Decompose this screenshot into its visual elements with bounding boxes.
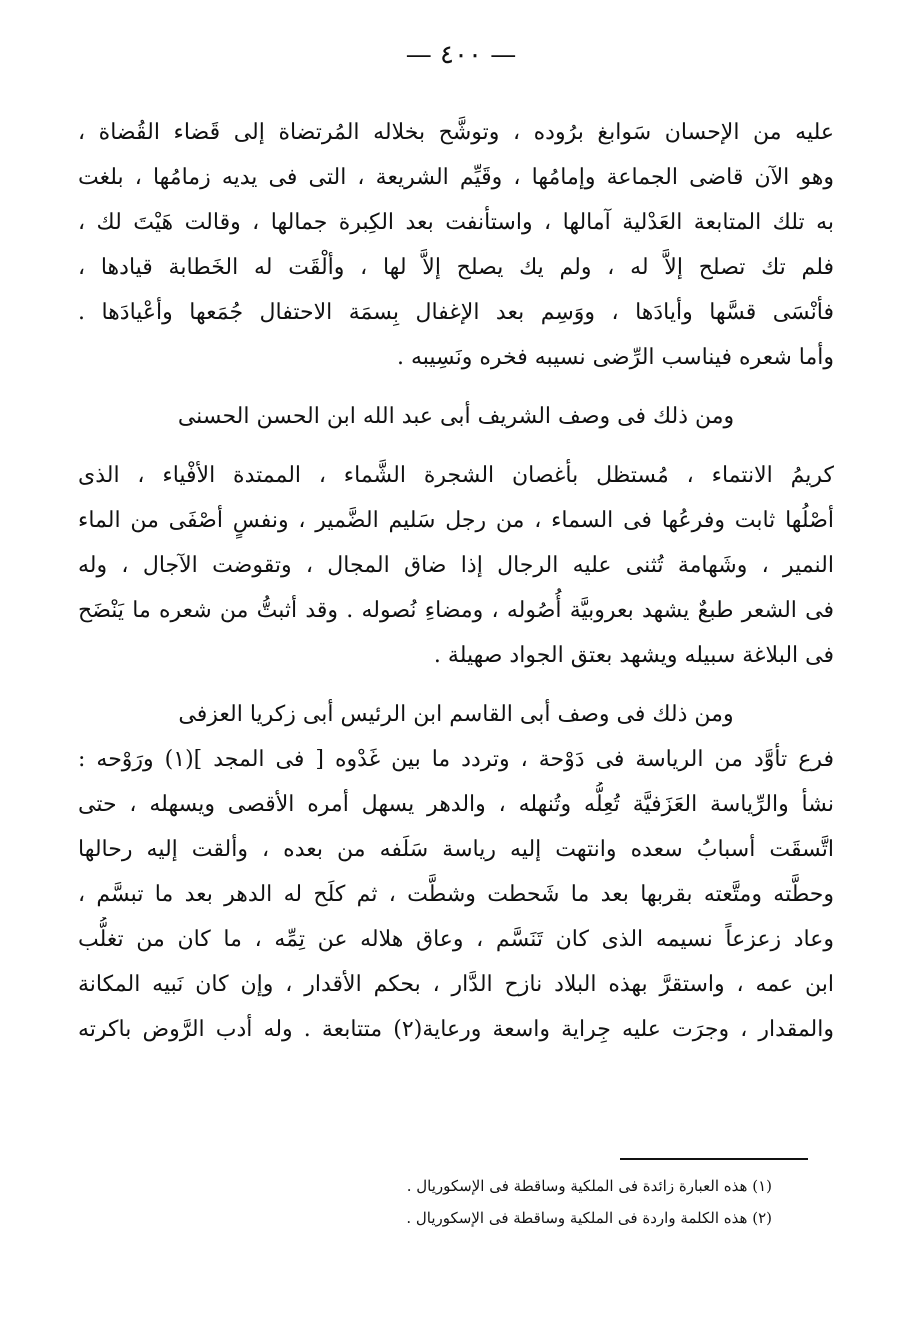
text-line: والمقدار ، وجرَت عليه جِراية واسعة ورعاية(٢) متتابعة . وله أدب الرَّوض باكرته: [78, 1017, 834, 1042]
footnote: (١) هذه العبارة زائدة فى الملكية وساقطة فى الإسكوريال .: [406, 1177, 772, 1195]
text-line: كريمُ الانتماء ، مُستظل بأغصان الشجرة الشَّماء ، الممتدة الأفْياء ، الذى: [78, 463, 834, 488]
text-line: ابن عمه ، واستقرَّ بهذه البلاد نازح الدَّار ، بحكم الأقدار ، وإن كان نَبيه المكانة: [78, 972, 834, 997]
text-line: نشأ والرِّياسة العَزَفيَّة تُعِلُّه وتُنهله ، والدهر يسهل أمره الأقصى ويسهله ، حتى: [78, 792, 834, 817]
text-line: عليه من الإحسان سَوابغ برُوده ، وتوشَّح بخلاله المُرتضاة إلى قَضاء القُضاة ،: [78, 120, 834, 145]
text-line: فأنْسَى قسَّها وأيادَها ، ووَسِم بعد الإغفال بِسمَة الاحتفال جُمَعها وأعْيادَها .: [78, 300, 834, 325]
text-line: فى الشعر طبعٌ يشهد بعروبيَّة أُصُوله ، ومضاءِ نُصوله . وقد أثبتُّ من شعره ما يَنْضَح: [78, 598, 834, 623]
text-line: به تلك المتابعة العَدْلية آمالها ، واستأنفت بعد الكِبرة جمالها ، وقالت هَيْتَ لك ،: [78, 210, 834, 235]
text-line: فلم تك تصلح إلاَّ له ، ولم يك يصلح إلاَّ لها ، وألْقَت له الخَطابة قيادها ،: [78, 255, 834, 280]
footnote-divider: [620, 1158, 808, 1160]
text-line: وأما شعره فيناسب الرِّضى نسيبه فخره ونَسِيبه .: [396, 345, 834, 370]
text-line: وعاد زعزعاً نسيمه الذى كان تَنَسَّم ، وعاق هلاله عن تِمِّه ، ما كان من تغلُّب: [78, 927, 834, 952]
text-line: النمير ، وشَهامة تُثنى عليه الرجال إذا ضاق المجال ، وتقوضت الآجال ، وله: [78, 553, 834, 578]
text-line: اتَّسقَت أسبابُ سعده وانتهت إليه رياسة سَلَفه من بعده ، وألقت إليه رحالها: [78, 837, 834, 862]
footnotes: [120, 1170, 772, 1234]
text-line: وحطَّته ومتَّعته بقربها بعد ما شَحطت وشطَّت ، ثم كلَح له الدهر بعد ما تبسَّم ،: [78, 882, 834, 907]
text-line: فى البلاغة سبيله ويشهد بعتق الجواد صهيلة .: [433, 643, 834, 668]
footnote: (٢) هذه الكلمة واردة فى الملكية وساقطة فى الإسكوريال .: [406, 1209, 772, 1227]
section-heading: ومن ذلك فى وصف الشريف أبى عبد الله ابن الحسن الحسنى: [177, 404, 735, 429]
text-line: أصْلُها ثابت وفرعُها فى السماء ، من رجل سَليم الضَّمير ، ونفسٍ أصْفَى من الماء: [78, 508, 834, 533]
text-line: فرع تأوَّد من الرياسة فى دَوْحة ، وتردد ما بين غَدْوه [ فى المجد ](١) ورَوْحه :: [78, 747, 834, 772]
text-line: وهو الآن قاضى الجماعة وإمامُها ، وقَيِّم الشريعة ، التى فى يديه زمامُها ، بلغت: [78, 165, 834, 190]
body-text: [78, 110, 834, 1052]
section-heading: ومن ذلك فى وصف أبى القاسم ابن الرئيس أبى زكريا العزفى: [178, 702, 734, 727]
page-number: — ٤٠٠ —: [405, 40, 517, 70]
